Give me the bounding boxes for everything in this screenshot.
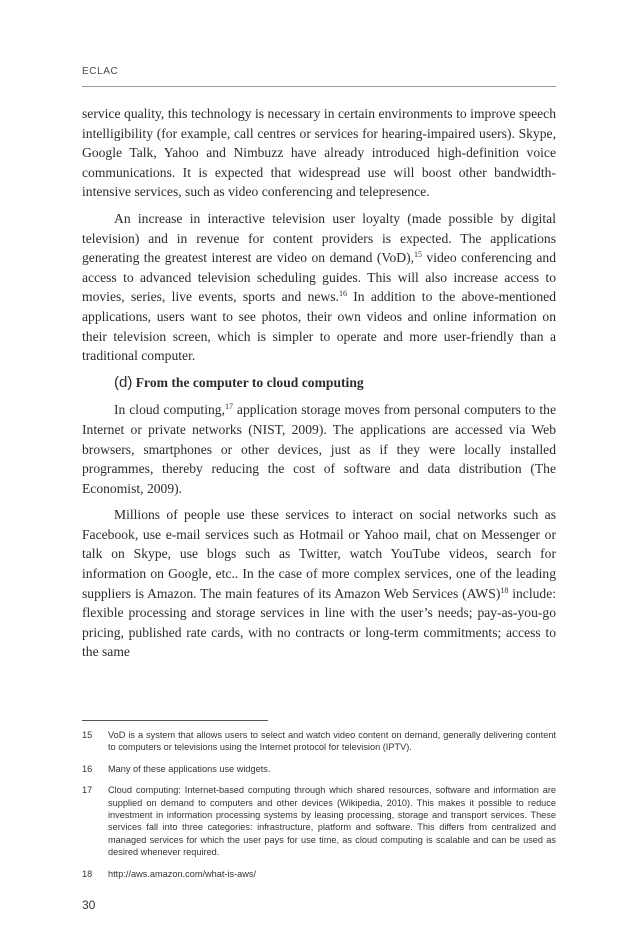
footnote-ref-15[interactable]: 15 [414, 250, 423, 260]
footnote-number: 18 [82, 868, 93, 879]
section-heading-letter: (d) [114, 373, 133, 391]
footnote-16 [82, 763, 556, 775]
footnote-text: VoD is a system that allows users to select and watch video content on demand, generally delivering content to computers or televisions using the Internet protocol for television (IPTV). [108, 730, 556, 753]
paragraph-2-text-b: video conferencing and access to advanced television scheduling guides. This will also increase access to movies, series, live events, sports and news. [82, 250, 556, 305]
footnote-ref-16[interactable]: 16 [338, 289, 347, 299]
footnote-ref-17[interactable]: 17 [224, 402, 233, 412]
body-text [82, 104, 556, 669]
footnote-number: 17 [82, 785, 93, 796]
paragraph-1 [82, 104, 556, 202]
section-heading [114, 373, 556, 393]
paragraph-4-text-a: Millions of people use these services to interact on social networks such as Facebook, use e-mail services such as Hotmail or Yahoo mail, chat on Messenger or talk on Skype, use blogs such as Twitter, watch YouTube videos, search for information on Google, etc.. In the case of more complex services, one of the leading suppliers is Amazon. The main features of its Amazon Web Services (AWS) [82, 507, 556, 601]
footnote-text: Cloud computing: Internet-based computing through which shared resources, software and information are supplied on demand to computers and other devices (Wikipedia, 2010). This makes it possible to reduce investment in information processing systems by leasing processing, storage and transport services. These services fall into three categories: infrastructure, platform and software. This differs from centralized and managed services for which the user pays for use time, as cloud computing is scalable and can be used as desired whenever required. [108, 785, 556, 858]
paragraph-3-text-b: application storage moves from personal computers to the Internet or private networks (NIST, 2009). The applications are accessed via Web browsers, smartphones or other devices, just as if they were locally installed programmes, thereby reducing the cost of software and data distribution (The Economist, 2009). [82, 402, 556, 496]
paragraph-4 [82, 505, 556, 662]
footnote-number: 16 [82, 763, 93, 774]
footnote-15 [82, 729, 556, 754]
paragraph-2-text-c: In addition to the above-mentioned applications, users want to see photos, their own videos and online information on their television screen, which is simpler to operate and more user-friendly than a traditional computer. [82, 289, 556, 364]
footnote-number: 15 [82, 730, 93, 740]
paragraph-3-text-a: In cloud computing, [114, 402, 225, 418]
paragraph-2-text-a: An increase in interactive television user loyalty (made possible by digital television) and in revenue for content providers is expected. The applications generating the greatest interest are video on demand (VoD), [82, 210, 556, 266]
page-number: 30 [82, 898, 96, 912]
footnotes [82, 729, 556, 889]
paragraph-1-text: service quality, this technology is necessary in certain environments to improve speech intelligibility (for example, call centres or services for hearing-impaired users). Skype, Google Talk, Yahoo and Nimbuzz have already introduced high-definition voice communications. It is expected that widespread use will boost other bandwidth-intensive services, such as video conferencing and telepresence. [82, 106, 556, 200]
footnote-text: Many of these applications use widgets. [108, 763, 271, 774]
section-heading-text: From the computer to cloud computing [135, 374, 364, 390]
paragraph-4-text-b: include: flexible processing and storage services in line with the user’s needs; pay-as-you-go pricing, published rate cards, with no contracts or long-term commitments; access to the same [82, 585, 557, 660]
footnote-18 [82, 868, 556, 880]
footnote-separator [82, 720, 268, 721]
footnote-17 [82, 784, 556, 858]
paragraph-3 [82, 400, 556, 498]
running-head: ECLAC [82, 66, 119, 77]
footnote-link[interactable]: http://aws.amazon.com/what-is-aws/ [108, 868, 257, 879]
footnote-ref-18[interactable]: 18 [500, 585, 509, 595]
header-rule [82, 86, 556, 87]
paragraph-2 [82, 209, 556, 366]
